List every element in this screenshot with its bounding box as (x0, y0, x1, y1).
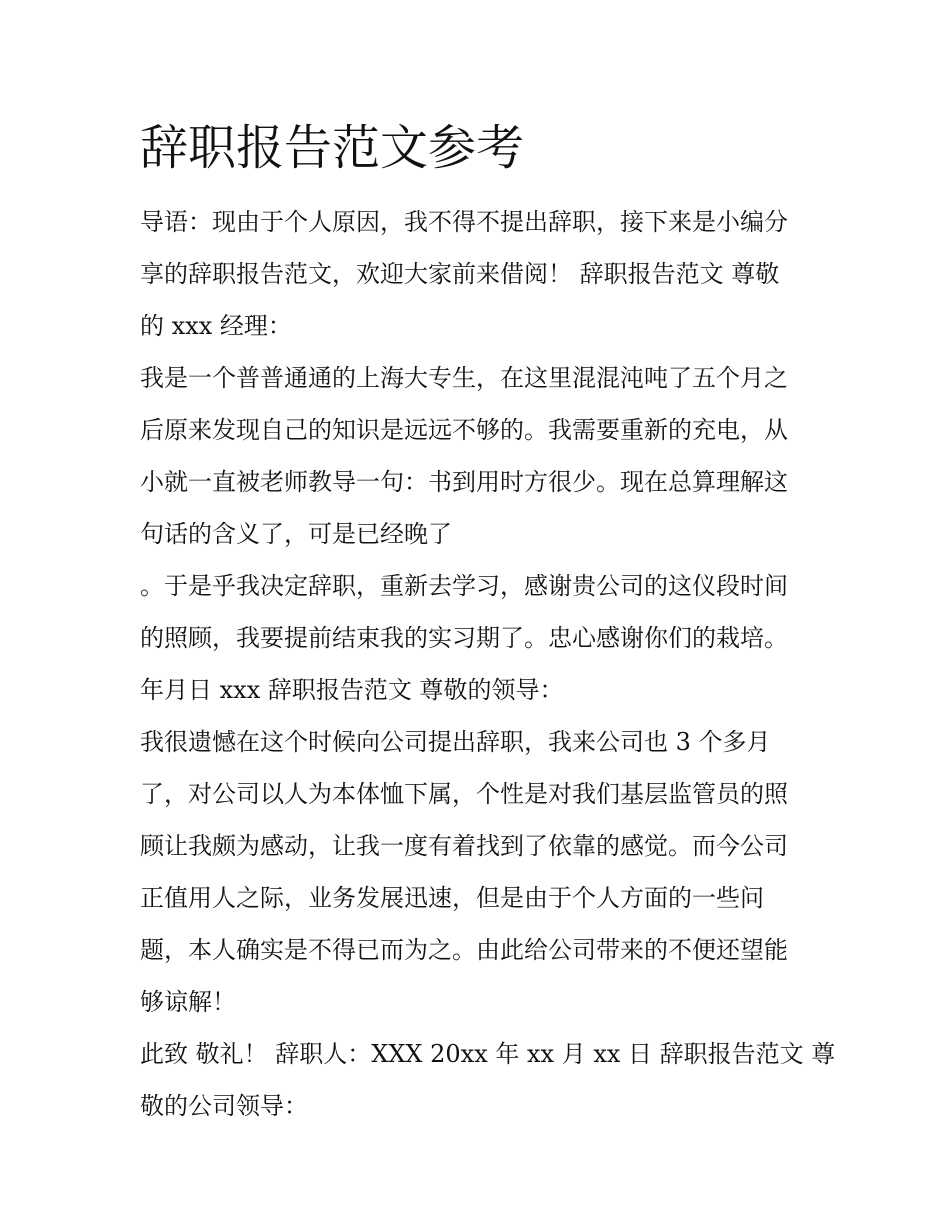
page-title: 辞职报告范文参考 (140, 120, 525, 176)
body-line: 敬的公司领导： (140, 1092, 308, 1120)
document-body (140, 196, 836, 1132)
body-line: 句话的含义了，可是已经晚了 (140, 520, 452, 548)
body-line: 的 xxx 经理： (140, 312, 292, 340)
body-line: 后原来发现自己的知识是远远不够的。我需要重新的充电，从 (140, 416, 788, 444)
body-line: 。于是乎我决定辞职，重新去学习，感谢贵公司的这仪段时间 (140, 572, 788, 600)
body-line: 我是一个普普通通的上海大专生，在这里混混沌吨了五个月之 (140, 364, 788, 392)
body-line: 享的辞职报告范文，欢迎大家前来借阅！ 辞职报告范文 尊敬 (140, 260, 780, 288)
body-line: 导语：现由于个人原因，我不得不提出辞职，接下来是小编分 (140, 208, 788, 236)
body-line: 此致 敬礼！ 辞职人：XXX 20xx 年 xx 月 xx 日 辞职报告范文 尊 (140, 1040, 836, 1068)
body-line: 我很遗憾在这个时候向公司提出辞职，我来公司也 3 个多月 (140, 728, 771, 756)
body-line: 了，对公司以人为本体恤下属，个性是对我们基层监管员的照 (140, 780, 788, 808)
body-line: 的照顾，我要提前结束我的实习期了。忠心感谢你们的栽培。 (140, 624, 788, 652)
body-line: 题，本人确实是不得已而为之。由此给公司带来的不便还望能 (140, 936, 788, 964)
body-line: 顾让我颇为感动，让我一度有着找到了依靠的感觉。而今公司 (140, 832, 788, 860)
body-line: 年月日 xxx 辞职报告范文 尊敬的领导： (140, 676, 564, 704)
body-line: 小就一直被老师教导一句：书到用时方很少。现在总算理解这 (140, 468, 788, 496)
body-line: 够谅解！ (140, 988, 236, 1016)
body-line: 正值用人之际，业务发展迅速，但是由于个人方面的一些问 (140, 884, 764, 912)
